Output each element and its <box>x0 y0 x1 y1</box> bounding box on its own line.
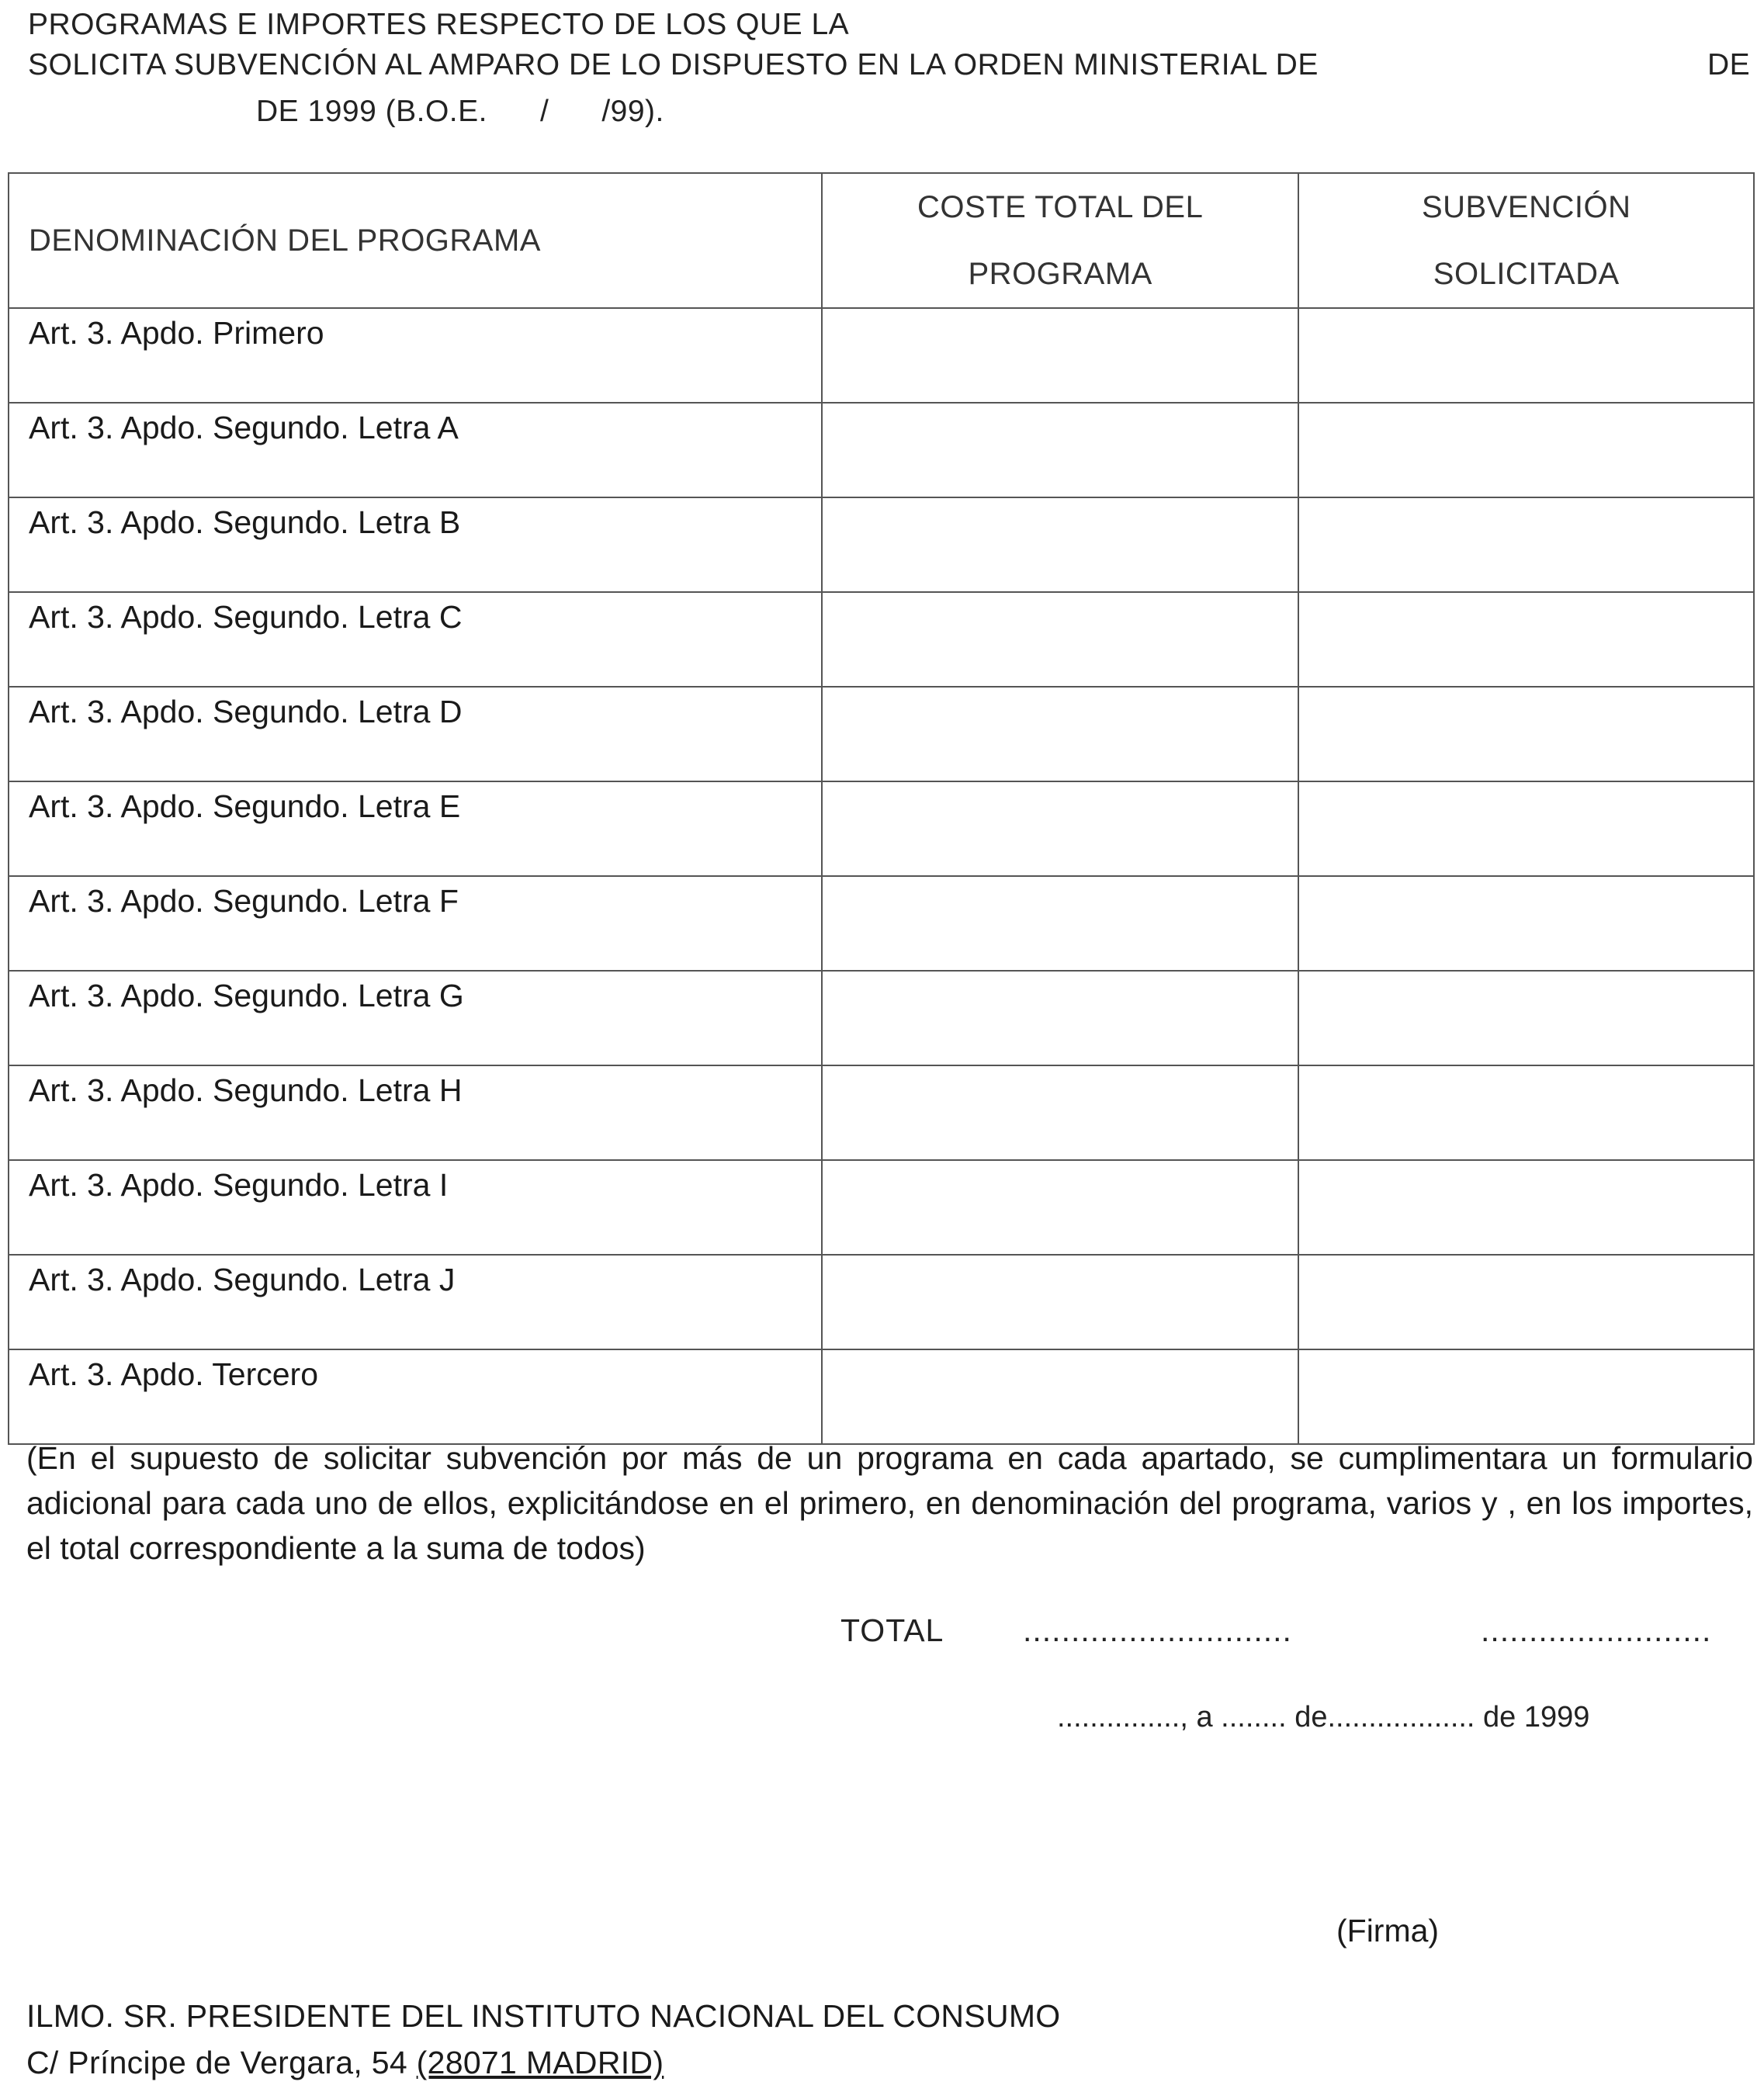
total-cost-cell[interactable] <box>822 687 1299 781</box>
table-row <box>9 1349 1754 1444</box>
total-cost-cell[interactable] <box>822 1065 1299 1160</box>
street-address: C/ Príncipe de Vergara, 54 <box>26 2045 417 2080</box>
total-cost-cell[interactable] <box>822 497 1299 592</box>
program-label: Art. 3. Apdo. Segundo. Letra H <box>9 1065 822 1160</box>
program-label: Art. 3. Apdo. Segundo. Letra G <box>9 971 822 1065</box>
table-row <box>9 1255 1754 1349</box>
form-title-line-1: PROGRAMAS E IMPORTES RESPECTO DE LOS QUE LA <box>28 8 850 41</box>
subsidy-cell[interactable] <box>1298 971 1754 1065</box>
form-title-line-3: DE 1999 (B.O.E. / /99). <box>256 95 664 128</box>
program-label: Art. 3. Apdo. Primero <box>9 308 822 403</box>
header-subsidy-line-2: SOLICITADA <box>1433 257 1620 291</box>
total-label: TOTAL <box>840 1612 944 1648</box>
program-label: Art. 3. Apdo. Segundo. Letra C <box>9 592 822 687</box>
instructions-note: (En el supuesto de solicitar subvención por más de un programa en cada apartado, se cumplimentara un formulario adicional para cada uno de ellos, explicitándose en el primero, en denominación del programa, varios y , en los importes, el total correspondiente a la suma de todos) <box>26 1440 1753 1566</box>
form-title-line-2: SOLICITA SUBVENCIÓN AL AMPARO DE LO DISPUESTO EN LA ORDEN MINISTERIAL DE <box>28 48 1319 81</box>
postal-city: (28071 MADRID) <box>416 2045 664 2080</box>
place-date-line[interactable]: ..............., a ........ de.................. de 1999 <box>1057 1701 1590 1734</box>
table-row <box>9 876 1754 971</box>
subsidy-cell[interactable] <box>1298 497 1754 592</box>
table-header-row <box>9 173 1754 308</box>
program-label: Art. 3. Apdo. Segundo. Letra D <box>9 687 822 781</box>
form-title-line-2-right: DE <box>1707 48 1751 81</box>
table-row <box>9 403 1754 497</box>
table-row <box>9 687 1754 781</box>
table-row <box>9 308 1754 403</box>
total-cost-cell[interactable] <box>822 781 1299 876</box>
subsidy-cell[interactable] <box>1298 1255 1754 1349</box>
signature-label: (Firma) <box>1336 1913 1440 1948</box>
addressee-line: ILMO. SR. PRESIDENTE DEL INSTITUTO NACIONAL DEL CONSUMO <box>26 1998 1061 2034</box>
header-total-cost <box>822 173 1299 308</box>
total-cost-cell[interactable] <box>822 403 1299 497</box>
program-label: Art. 3. Apdo. Segundo. Letra E <box>9 781 822 876</box>
total-cost-cell[interactable] <box>822 592 1299 687</box>
total-cost-field[interactable]: ............................ <box>1023 1612 1292 1648</box>
subsidy-cell[interactable] <box>1298 1349 1754 1444</box>
header-total-cost-line-1: COSTE TOTAL DEL <box>917 190 1204 224</box>
program-label: Art. 3. Apdo. Tercero <box>9 1349 822 1444</box>
program-label: Art. 3. Apdo. Segundo. Letra J <box>9 1255 822 1349</box>
header-program-name: DENOMINACIÓN DEL PROGRAMA <box>9 173 822 308</box>
subsidy-cell[interactable] <box>1298 781 1754 876</box>
program-label: Art. 3. Apdo. Segundo. Letra B <box>9 497 822 592</box>
total-cost-cell[interactable] <box>822 971 1299 1065</box>
table-row <box>9 592 1754 687</box>
subsidy-cell[interactable] <box>1298 876 1754 971</box>
total-cost-cell[interactable] <box>822 308 1299 403</box>
programs-table <box>8 172 1755 1445</box>
subsidy-cell[interactable] <box>1298 592 1754 687</box>
subsidy-cell[interactable] <box>1298 403 1754 497</box>
table-row <box>9 1065 1754 1160</box>
total-cost-cell[interactable] <box>822 1255 1299 1349</box>
subsidy-cell[interactable] <box>1298 308 1754 403</box>
program-label: Art. 3. Apdo. Segundo. Letra F <box>9 876 822 971</box>
program-label: Art. 3. Apdo. Segundo. Letra I <box>9 1160 822 1255</box>
total-cost-cell[interactable] <box>822 1349 1299 1444</box>
subsidy-cell[interactable] <box>1298 687 1754 781</box>
table-row <box>9 971 1754 1065</box>
total-cost-cell[interactable] <box>822 1160 1299 1255</box>
header-subsidy-requested <box>1298 173 1754 308</box>
header-subsidy-line-1: SUBVENCIÓN <box>1421 190 1631 224</box>
table-row <box>9 781 1754 876</box>
table-row <box>9 1160 1754 1255</box>
subsidy-cell[interactable] <box>1298 1160 1754 1255</box>
subsidy-cell[interactable] <box>1298 1065 1754 1160</box>
program-label: Art. 3. Apdo. Segundo. Letra A <box>9 403 822 497</box>
total-cost-cell[interactable] <box>822 876 1299 971</box>
total-subsidy-field[interactable]: ........................ <box>1481 1612 1712 1648</box>
address-line <box>26 2045 664 2081</box>
table-row <box>9 497 1754 592</box>
header-total-cost-line-2: PROGRAMA <box>968 257 1152 291</box>
